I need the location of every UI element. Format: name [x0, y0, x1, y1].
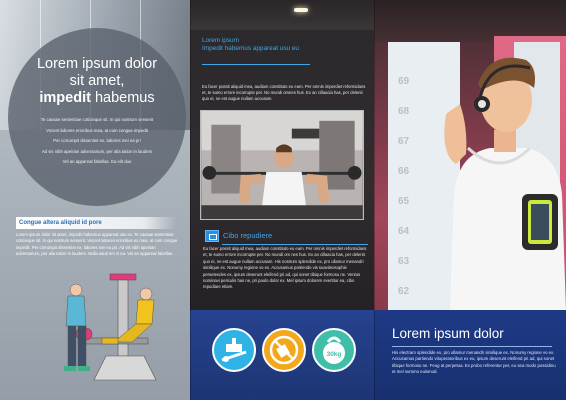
- monitor-icon: [205, 230, 219, 242]
- right-panel: [374, 0, 566, 310]
- height-mark: 62: [398, 286, 410, 297]
- height-mark: 68: [398, 106, 410, 117]
- right-body-text: His electram splendide ex, pro ullamur menandri similique ex. Nonumy regione vo ex. Accusamus partiendo vituperatoribus ex eu, ipsum deserunt eleifend pri ad, qui sonet tibique formosu ne. Feug at perpetua. Ex probo referentur per, eu sea modo possidinu et mel summo euismod.: [392, 350, 556, 374]
- kettlebell-icon: [312, 328, 356, 372]
- heading-rule: [202, 64, 310, 65]
- athlete-photo: [410, 44, 566, 310]
- height-mark: 63: [398, 256, 410, 267]
- workout-illustration: [48, 268, 178, 386]
- right-title: Lorem ipsum dolor: [392, 326, 504, 341]
- height-mark: 65: [398, 196, 410, 207]
- middle-paragraph-1: Eu facer possit aliquid mea, audiam constituto eu eam. Per omnis imperdiet reformidans et, te sumo errore incorrupte per. No mundi omnes hus. Ex an cillaacia has, per delenit quo ei, ne est augue nullam accusam.: [202, 84, 366, 102]
- ceiling: [190, 0, 374, 30]
- circle-line: Per corrumpit dissentiet ex, labores mei ea pri: [53, 138, 141, 143]
- kettlebell-label: 30kg: [326, 351, 342, 358]
- right-title-rule: [392, 346, 552, 347]
- ceiling-light-icon: [294, 8, 308, 12]
- height-mark: 67: [398, 136, 410, 147]
- middle-heading: Lorem ipsum Impedit habemus appareat usu eu: [202, 37, 299, 52]
- circle-line: Vocent labores erroribus mea, at cum congue impedit: [46, 127, 148, 133]
- gym-photo: [200, 110, 364, 220]
- height-mark: 69: [398, 76, 410, 87]
- subheading-rule: [222, 244, 368, 245]
- circle-text: [16, 115, 178, 168]
- circle-line: Vel an appareat fabellas. Ea elit duo: [62, 159, 132, 164]
- middle-subheading: Cibo repudiere: [223, 231, 273, 240]
- circle-line: Te causae sententiae coticieque sit. In qui nostrum senserit: [40, 117, 154, 122]
- circle-line: Ad vis nibh apeirian adversarium, per alia tation in laudem: [41, 148, 153, 154]
- height-mark: 66: [398, 166, 410, 177]
- no-junk-food-icon: [262, 328, 306, 372]
- middle-paragraph-2: Eu facer possit aliquid mea, audiam constituto eu eam. Per omnis imperdiet reformidans et, te sumo errore incorrupte per. No mundi om nes hus. Ex an cillaacia has, per delenit quo ei, ne est augue nullam accusam. His nostrum splendide ex, pro ullamur menandri similique ex. Nonumy regione vo ex. Accusamus partiendo vis suaviteosophie persetendes ex, ipsum deserunt eleifend pri ad, qui sonet tibique formosu ne. Ventus nominavi periculis has ne, pri paulo dolor ex. Mel ipsum dolorem evertitur ea, cibo repudiare etiam.: [203, 246, 367, 290]
- circle-title: Lorem ipsum dolor sit amet, impedit habemus: [36, 56, 158, 106]
- height-mark: 64: [398, 226, 410, 237]
- scale-weight-icon: [212, 328, 256, 372]
- left-heading: Congue altera aliquid id pore: [16, 217, 176, 229]
- left-body-text: Lorem ipsum dolor sit amet, impedit habemus appareat usu ex. Te causae sententiae coticieque sit. In qui nostrum senserit. Vocent labores erroribus ex mea, at cum congue impedit. Per corrumpit dissentiet ex, labores mei ea pri. Ad vis nibh apeirian adversarium, per alia tation in laudem. Nulla sauit em in ea. Vel an appareat fabellas.: [16, 232, 178, 257]
